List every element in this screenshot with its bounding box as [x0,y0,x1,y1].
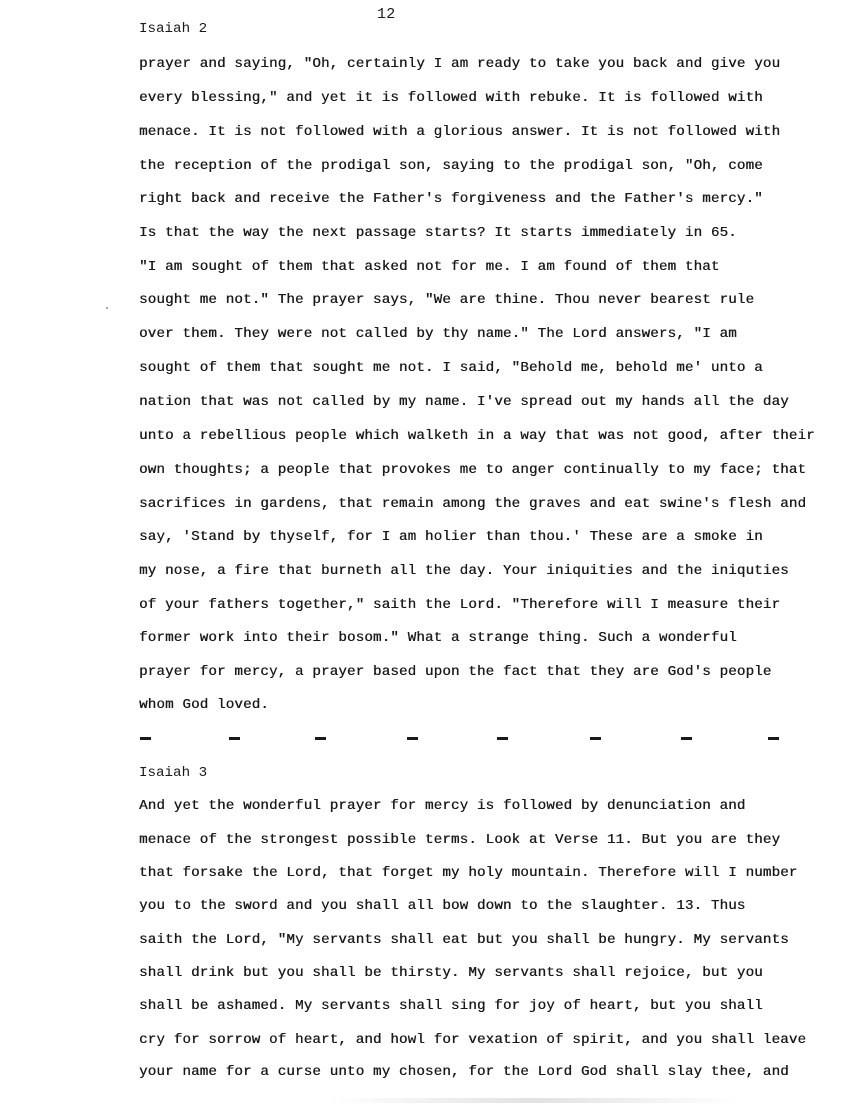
divider-dash [681,737,692,740]
text-line: sacrifices in gardens, that remain among the graves and eat swine's flesh and [139,496,807,512]
text-line: saith the Lord, "My servants shall eat but you shall be hungry. My servants [139,932,789,948]
paper-speck [106,307,108,309]
text-line: your name for a curse unto my chosen, for the Lord God shall slay thee, and [139,1064,789,1080]
text-line: Is that the way the next passage starts? It starts immediately in 65. [139,225,737,241]
divider-dash [229,737,240,740]
text-line: that forsake the Lord, that forget my holy mountain. Therefore will I number [139,865,798,881]
divider-dash [140,737,151,740]
text-line: unto a rebellious people which walketh in a way that was not good, after their [139,428,815,444]
text-line: And yet the wonderful prayer for mercy is followed by denunciation and [139,798,746,814]
divider-dash [315,737,326,740]
text-line: "I am sought of them that asked not for me. I am found of them that [139,259,720,275]
text-line: over them. They were not called by thy name." The Lord answers, "I am [139,326,737,342]
divider-dash [497,737,508,740]
scan-smudge [330,1098,740,1103]
text-line: right back and receive the Father's forgiveness and the Father's mercy." [139,191,763,207]
text-line: sought me not." The prayer says, "We are thine. Thou never bearest rule [139,292,755,308]
divider-dash [407,737,418,740]
text-line: every blessing," and yet it is followed with rebuke. It is followed with [139,90,763,106]
text-line: former work into their bosom." What a strange thing. Such a wonderful [139,630,737,646]
text-line: shall drink but you shall be thirsty. My servants shall rejoice, but you [139,965,763,981]
page-number: 12 [377,6,396,23]
text-line: own thoughts; a people that provokes me to anger continually to my face; that [139,462,807,478]
text-line: menace of the strongest possible terms. Look at Verse 11. But you are they [139,832,781,848]
text-line: my nose, a fire that burneth all the day. Your iniquities and the iniquties [139,563,789,579]
text-line: you to the sword and you shall all bow down to the slaughter. 13. Thus [139,898,746,914]
divider-dash [590,737,601,740]
text-line: menace. It is not followed with a glorious answer. It is not followed with [139,124,781,140]
text-line: cry for sorrow of heart, and howl for vexation of spirit, and you shall leave [139,1032,807,1048]
text-line: prayer and saying, "Oh, certainly I am ready to take you back and give you [139,56,781,72]
text-line: the reception of the prodigal son, saying to the prodigal son, "Oh, come [139,158,763,174]
text-line: shall be ashamed. My servants shall sing for joy of heart, but you shall [139,998,763,1014]
section-heading-isaiah-3: Isaiah 3 [139,765,208,781]
text-line: of your fathers together," saith the Lord. "Therefore will I measure their [139,597,781,613]
divider-dash [768,737,779,740]
text-line: sought of them that sought me not. I said, "Behold me, behold me' unto a [139,360,763,376]
text-line: nation that was not called by my name. I've spread out my hands all the day [139,394,789,410]
text-line: whom God loved. [139,697,269,713]
text-line: say, 'Stand by thyself, for I am holier than thou.' These are a smoke in [139,529,763,545]
section-heading-isaiah-2: Isaiah 2 [139,21,208,37]
text-line: prayer for mercy, a prayer based upon the fact that they are God's people [139,664,772,680]
